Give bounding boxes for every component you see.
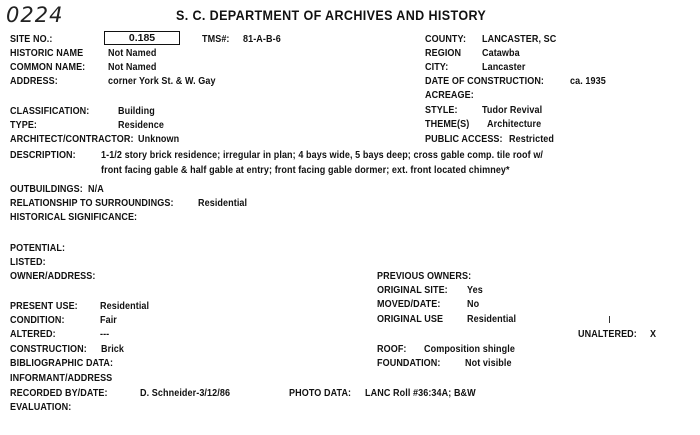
classification-label: CLASSIFICATION: [10,105,90,117]
common-name-value: Not Named [108,61,157,73]
relationship-label: RELATIONSHIP TO SURROUNDINGS: [10,197,174,209]
outbuildings-value: N/A [88,183,104,195]
themes-label: THEME(S) [425,118,470,130]
moved-date-label: MOVED/DATE: [377,298,441,310]
altered-value: --- [100,328,110,340]
historic-name-value: Not Named [108,47,157,59]
roof-value: Composition shingle [424,343,515,355]
foundation-value: Not visible [465,357,512,369]
condition-label: CONDITION: [10,314,65,326]
description-label: DESCRIPTION: [10,149,76,161]
acreage-label: ACREAGE: [425,89,474,101]
owner-address-label: OWNER/ADDRESS: [10,270,96,282]
county-label: COUNTY: [425,33,467,45]
previous-owners-label: PREVIOUS OWNERS: [377,270,472,282]
original-site-label: ORIGINAL SITE: [377,284,448,296]
unaltered-value: X [650,328,657,340]
handwritten-record-number: 0224 [6,3,64,27]
address-value: corner York St. & W. Gay [108,75,216,87]
original-site-value: Yes [467,284,483,296]
historical-significance-label: HISTORICAL SIGNIFICANCE: [10,211,138,223]
description-line-1: 1-1/2 story brick residence; irregular in plan; 4 bays wide, 5 bays deep; cross gable comp. tile roof w/ [101,149,544,161]
themes-value: Architecture [487,118,542,130]
style-value: Tudor Revival [482,104,543,116]
site-no-value: 0.185 [104,31,180,45]
document-title: S. C. DEPARTMENT OF ARCHIVES AND HISTORY [176,8,487,23]
type-label: TYPE: [10,119,38,131]
stray-pen-mark [609,316,610,323]
condition-value: Fair [100,314,117,326]
region-label: REGION [425,47,462,59]
photo-data-value: LANC Roll #36:34A; B&W [365,387,476,399]
bibliographic-data-label: BIBLIOGRAPHIC DATA: [10,357,114,369]
city-label: CITY: [425,61,449,73]
roof-label: ROOF: [377,343,407,355]
public-access-label: PUBLIC ACCESS: [425,133,503,145]
type-value: Residence [118,119,164,131]
original-use-value: Residential [467,313,517,325]
recorded-by-label: RECORDED BY/DATE: [10,387,108,399]
site-no-label: SITE NO.: [10,33,53,45]
unaltered-label: UNALTERED: [578,328,637,340]
common-name-label: COMMON NAME: [10,61,86,73]
style-label: STYLE: [425,104,458,116]
date-of-construction-label: DATE OF CONSTRUCTION: [425,75,545,87]
informant-address-label: INFORMANT/ADDRESS [10,372,113,384]
description-line-2: front facing gable & half gable at entry; front facing gable dormer; ext. front located chimney* [101,164,510,176]
architect-value: Unknown [138,133,180,145]
date-of-construction-value: ca. 1935 [570,75,606,87]
outbuildings-label: OUTBUILDINGS: [10,183,83,195]
photo-data-label: PHOTO DATA: [289,387,352,399]
tms-value: 81-A-B-6 [243,33,281,45]
address-label: ADDRESS: [10,75,58,87]
original-use-label: ORIGINAL USE [377,313,444,325]
listed-label: LISTED: [10,256,46,268]
county-value: LANCASTER, SC [482,33,557,45]
present-use-value: Residential [100,300,150,312]
foundation-label: FOUNDATION: [377,357,441,369]
construction-label: CONSTRUCTION: [10,343,87,355]
tms-label: TMS#: [202,33,230,45]
relationship-value: Residential [198,197,248,209]
potential-label: POTENTIAL: [10,242,66,254]
altered-label: ALTERED: [10,328,56,340]
construction-value: Brick [101,343,125,355]
region-value: Catawba [482,47,520,59]
classification-value: Building [118,105,155,117]
historic-name-label: HISTORIC NAME [10,47,84,59]
moved-date-value: No [467,298,480,310]
recorded-by-value: D. Schneider-3/12/86 [140,387,231,399]
public-access-value: Restricted [509,133,555,145]
architect-label: ARCHITECT/CONTRACTOR: [10,133,134,145]
evaluation-label: EVALUATION: [10,401,72,413]
city-value: Lancaster [482,61,526,73]
present-use-label: PRESENT USE: [10,300,78,312]
